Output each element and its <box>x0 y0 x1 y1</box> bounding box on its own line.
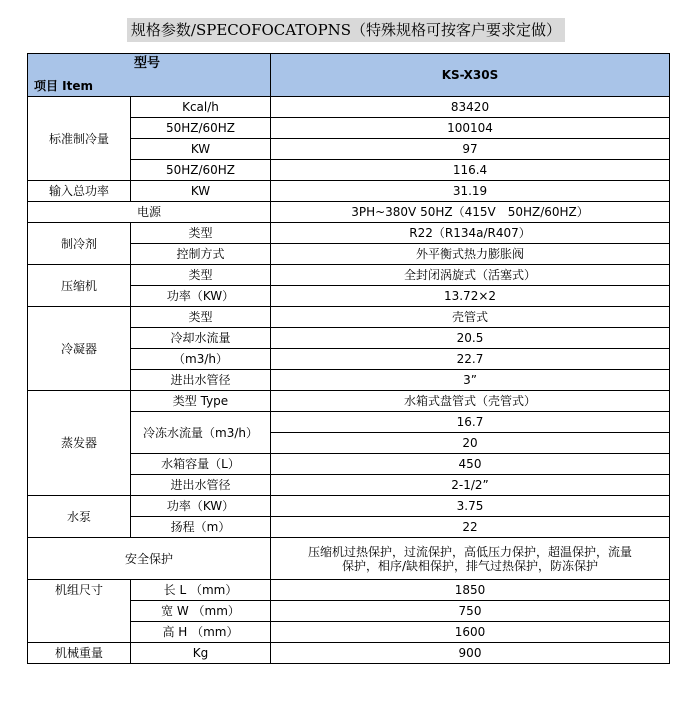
evaporator-pipe-label: 进出水管径 <box>131 475 271 496</box>
condenser-label: 冷凝器 <box>28 307 131 391</box>
condenser-flow-value-2: 22.7 <box>271 349 670 370</box>
evaporator-tank-value: 450 <box>271 454 670 475</box>
compressor-type-label: 类型 <box>131 265 271 286</box>
safety-line-1: 压缩机过热保护，过流保护，高低压力保护，超温保护，流量 <box>307 544 632 559</box>
dimensions-label: 机组尺寸 <box>28 580 131 643</box>
refrigerant-control-value: 外平衡式热力膨胀阀 <box>271 244 670 265</box>
condenser-type-label: 类型 <box>131 307 271 328</box>
weight-label: 机械重量 <box>28 643 131 664</box>
model-value: KS-X30S <box>271 54 670 97</box>
cooling-freq-1: 50HZ/60HZ <box>131 118 271 139</box>
cooling-label: 标准制冷量 <box>28 97 131 181</box>
evaporator-flow-value-1: 16.7 <box>271 412 670 433</box>
compressor-type-value: 全封闭涡旋式（活塞式） <box>271 265 670 286</box>
table-row <box>28 580 670 601</box>
safety-line-2: 保护，相序/缺相保护，排气过热保护，防冻保护 <box>341 558 599 573</box>
pump-head-label: 扬程（m） <box>131 517 271 538</box>
refrigerant-type-value: R22（R134a/R407） <box>271 223 670 244</box>
evaporator-flow-value-2: 20 <box>271 433 670 454</box>
condenser-flow-unit: （m3/h） <box>131 349 271 370</box>
cooling-value-1: 83420 <box>271 97 670 118</box>
evaporator-pipe-value: 2-1/2” <box>271 475 670 496</box>
weight-value: 900 <box>271 643 670 664</box>
safety-label: 安全保护 <box>28 538 271 580</box>
pump-power-value: 3.75 <box>271 496 670 517</box>
power-in-value: 31.19 <box>271 181 670 202</box>
cooling-value-4: 116.4 <box>271 160 670 181</box>
cooling-value-3: 97 <box>271 139 670 160</box>
condenser-pipe-label: 进出水管径 <box>131 370 271 391</box>
safety-value <box>271 538 670 580</box>
refrigerant-control-label: 控制方式 <box>131 244 271 265</box>
dimensions-height-value: 1600 <box>271 622 670 643</box>
evaporator-flow-label: 冷冻水流量（m3/h） <box>131 412 271 454</box>
evaporator-type-label: 类型 Type <box>131 391 271 412</box>
pump-label: 水泵 <box>28 496 131 538</box>
supply-value: 3PH~380V 50HZ（415V 50HZ/60HZ） <box>271 202 670 223</box>
condenser-pipe-value: 3” <box>271 370 670 391</box>
cooling-unit-kcal: Kcal/h <box>131 97 271 118</box>
dimensions-width-value: 750 <box>271 601 670 622</box>
table-row <box>28 391 670 412</box>
condenser-type-value: 壳管式 <box>271 307 670 328</box>
weight-unit: Kg <box>131 643 271 664</box>
table-row <box>28 307 670 328</box>
power-in-label: 输入总功率 <box>28 181 131 202</box>
cooling-freq-2: 50HZ/60HZ <box>131 160 271 181</box>
dimensions-width-label: 宽 W （mm） <box>131 601 271 622</box>
table-row <box>28 181 670 202</box>
compressor-label: 压缩机 <box>28 265 131 307</box>
page-title: 规格参数/SPECOFOCATOPNS（特殊规格可按客户要求定做） <box>127 18 565 42</box>
evaporator-label: 蒸发器 <box>28 391 131 496</box>
dimensions-height-label: 高 H （mm） <box>131 622 271 643</box>
item-label: 项目 Item <box>34 79 94 93</box>
condenser-flow-label: 冷却水流量 <box>131 328 271 349</box>
dimensions-length-label: 长 L （mm） <box>131 580 271 601</box>
dimensions-length-value: 1850 <box>271 580 670 601</box>
power-in-unit: KW <box>131 181 271 202</box>
cooling-value-2: 100104 <box>271 118 670 139</box>
table-row <box>28 496 670 517</box>
compressor-power-label: 功率（KW） <box>131 286 271 307</box>
pump-power-label: 功率（KW） <box>131 496 271 517</box>
title-bar <box>0 18 692 42</box>
table-row <box>28 538 670 580</box>
evaporator-tank-label: 水箱容量（L） <box>131 454 271 475</box>
refrigerant-type-label: 类型 <box>131 223 271 244</box>
table-row <box>28 223 670 244</box>
table-row <box>28 265 670 286</box>
table-row <box>28 202 670 223</box>
model-label: 型号 <box>134 56 161 71</box>
supply-label: 电源 <box>28 202 271 223</box>
pump-head-value: 22 <box>271 517 670 538</box>
refrigerant-label: 制冷剂 <box>28 223 131 265</box>
evaporator-type-value: 水箱式盘管式（壳管式） <box>271 391 670 412</box>
spec-table <box>27 53 670 664</box>
header-label-cell <box>28 54 271 97</box>
compressor-power-value: 13.72×2 <box>271 286 670 307</box>
header-row <box>28 54 670 97</box>
condenser-flow-value-1: 20.5 <box>271 328 670 349</box>
cooling-unit-kw: KW <box>131 139 271 160</box>
table-row <box>28 97 670 118</box>
table-row <box>28 643 670 664</box>
